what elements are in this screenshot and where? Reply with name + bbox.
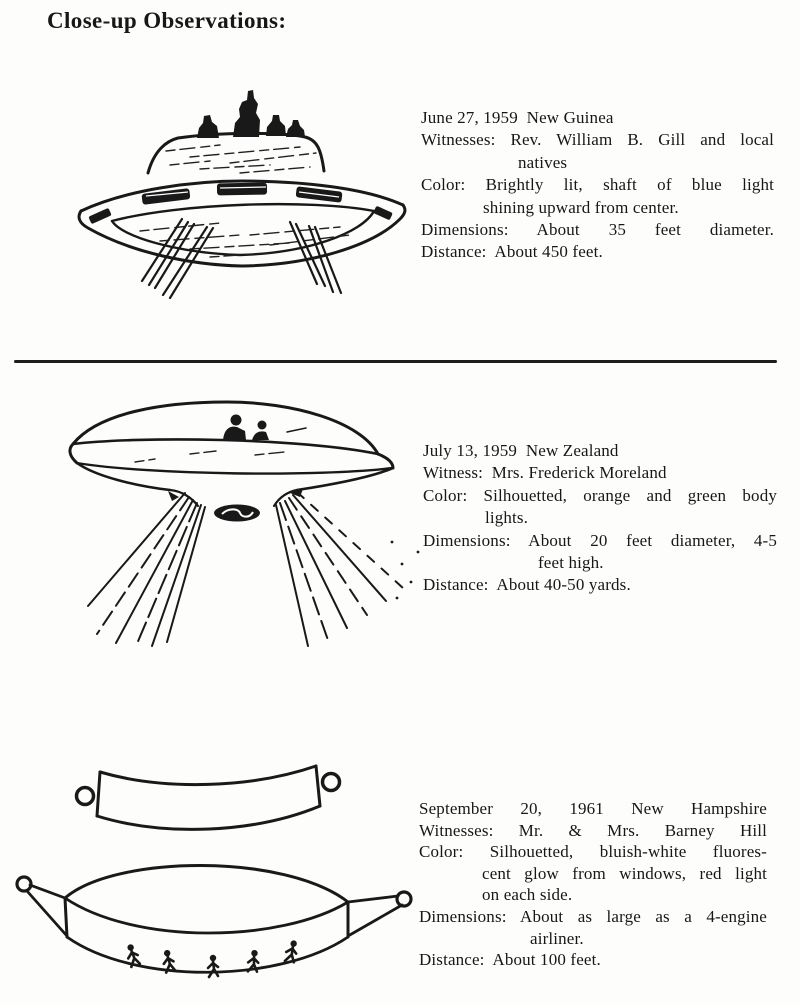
color-line-cont-2: on each side. [482, 885, 573, 905]
dimensions-line: Dimensions: About as large as a 4-engine [419, 906, 767, 926]
sighting-text-new-hampshire [419, 798, 767, 971]
dome [148, 133, 324, 173]
new-zealand-saucer-illustration [40, 392, 440, 654]
hull [70, 444, 393, 506]
new-guinea-saucer-illustration [70, 85, 410, 305]
section-divider [14, 360, 777, 363]
edge-on-view [77, 766, 340, 829]
saucer-with-light-beams [40, 392, 440, 654]
dome-occupants [223, 415, 306, 441]
bottom-hatch [214, 505, 260, 522]
color-line-cont: lights. [485, 508, 529, 528]
distance-line: Distance: About 100 feet. [419, 950, 601, 970]
window-figures [125, 939, 299, 977]
landing-legs [142, 219, 341, 298]
dome [73, 402, 378, 454]
witness-line: Witness: Mrs. Frederick Moreland [423, 463, 667, 483]
left-wing-light [17, 877, 31, 891]
distance-line: Distance: About 450 feet. [421, 242, 603, 262]
witnesses-line: Witnesses: Mr. & Mrs. Barney Hill [419, 820, 767, 840]
witnesses-line: Witnesses: Rev. William B. Gill and local [421, 130, 774, 150]
color-line: Color: Silhouetted, bluish-white fluores- [419, 842, 767, 862]
color-line: Color: Brightly lit, shaft of blue light [421, 175, 774, 195]
sighting-text-new-zealand [423, 440, 777, 597]
dimensions-line: Dimensions: About 35 feet diameter. [421, 220, 774, 240]
left-end-light [77, 788, 94, 805]
date-location-line: September 20, 1961 New Hampshire [419, 799, 767, 818]
dimensions-line-cont: feet high. [538, 553, 604, 573]
witnesses-line-cont: natives [518, 152, 568, 172]
right-wing-light [397, 892, 411, 906]
color-line-cont-1: cent glow from windows, red light [482, 863, 767, 883]
dimensions-line-cont: airliner. [530, 928, 584, 948]
distance-line: Distance: About 40-50 yards. [423, 575, 631, 595]
color-line: Color: Silhouetted, orange and green body [423, 485, 777, 505]
right-end-light [323, 774, 340, 791]
color-line-cont: shining upward from center. [483, 197, 679, 217]
dimensions-line: Dimensions: About 20 feet diameter, 4-5 [423, 530, 777, 550]
page-title: Close-up Observations: [47, 8, 287, 33]
sighting-text-new-guinea [421, 107, 774, 264]
date-location-line: July 13, 1959 New Zealand [423, 441, 619, 460]
saucer-with-occupants-on-top [70, 85, 410, 305]
new-hampshire-craft-illustration [15, 755, 420, 1000]
figures-on-dome [197, 90, 305, 138]
pancake-craft-two-views [15, 755, 420, 1000]
date-location-line: June 27, 1959 New Guinea [421, 108, 614, 127]
